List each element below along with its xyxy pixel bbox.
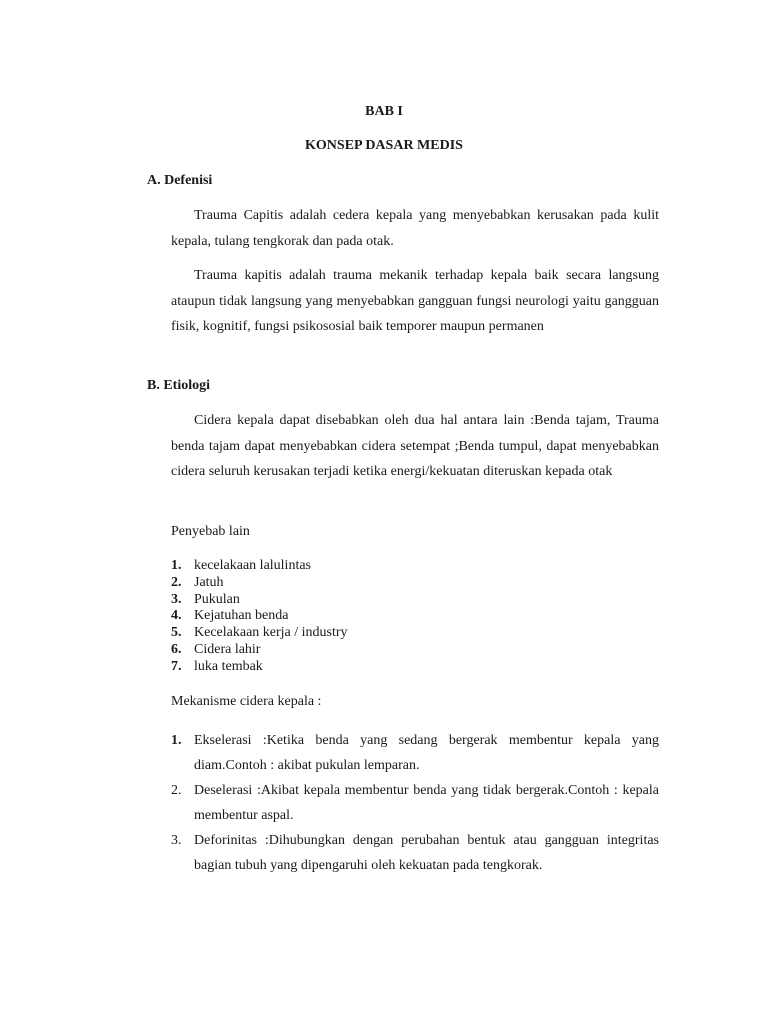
definition-paragraph-2: Trauma kapitis adalah trauma mekanik terhadap kepala baik secara langsung ataupun tidak langsung yang menyebabkan gangguan fungsi neurologi yaitu gangguan fisik, kognitif, fungsi psikososial baik temporer maupun permanen [171,268,659,334]
list-item [171,728,659,778]
list-number: 7. [171,658,182,674]
list-item [171,575,348,592]
list-number: 1. [171,558,182,573]
list-item-text: Deselerasi :Akibat kepala membentur benda yang tidak bergerak.Contoh : kepala membentur aspal. [194,783,659,823]
list-item [171,828,659,878]
list-item-text: Jatuh [194,574,224,590]
causes-label: Penyebab lain [171,524,250,539]
list-item-text: kecelakaan lalulintas [194,558,311,573]
list-item [171,778,659,828]
list-item-text: Pukulan [194,591,240,607]
list-item [171,659,348,676]
list-number: 4. [171,608,182,624]
document-title: KONSEP DASAR MEDIS [305,138,463,153]
list-number: 2. [171,574,182,590]
list-item [171,558,348,575]
list-item-text: Kejatuhan benda [194,608,289,624]
list-item-text: Cidera lahir [194,641,261,657]
list-number: 3. [171,833,182,848]
list-number: 1. [171,733,182,748]
list-item [171,642,348,659]
definition-paragraph-1: Trauma Capitis adalah cedera kepala yang menyebabkan kerusakan pada kulit kepala, tulang tengkorak dan pada otak. [171,208,659,249]
list-number: 6. [171,641,182,657]
etiology-paragraph: Cidera kepala dapat disebabkan oleh dua hal antara lain :Benda tajam, Trauma benda tajam dapat menyebabkan cidera setempat ;Benda tumpul, dapat menyebabkan cidera seluruh kerusakan terjadi ketika energi/kekuatan diteruskan kepada otak [171,413,659,479]
causes-list [171,558,348,676]
list-item [171,625,348,642]
mechanism-label: Mekanisme cidera kepala : [171,694,322,709]
list-number: 5. [171,625,182,641]
list-item-text: Kecelakaan kerja / industry [194,625,348,641]
list-item-text: Deforinitas :Dihubungkan dengan perubahan bentuk atau gangguan integritas bagian tubuh yang dipengaruhi oleh kekuatan pada tengkorak. [194,833,659,873]
list-number: 2. [171,783,182,798]
list-item [171,592,348,609]
mechanism-list [171,728,659,878]
section-b-heading: B. Etiologi [147,378,211,393]
list-item [171,608,348,625]
list-item-text: luka tembak [194,658,263,674]
list-item-text: Ekselerasi :Ketika benda yang sedang bergerak membentur kepala yang diam.Contoh : akibat pukulan lemparan. [194,733,659,773]
section-a-heading: A. Defenisi [147,173,213,188]
list-number: 3. [171,591,182,607]
chapter-heading: BAB I [365,104,403,119]
